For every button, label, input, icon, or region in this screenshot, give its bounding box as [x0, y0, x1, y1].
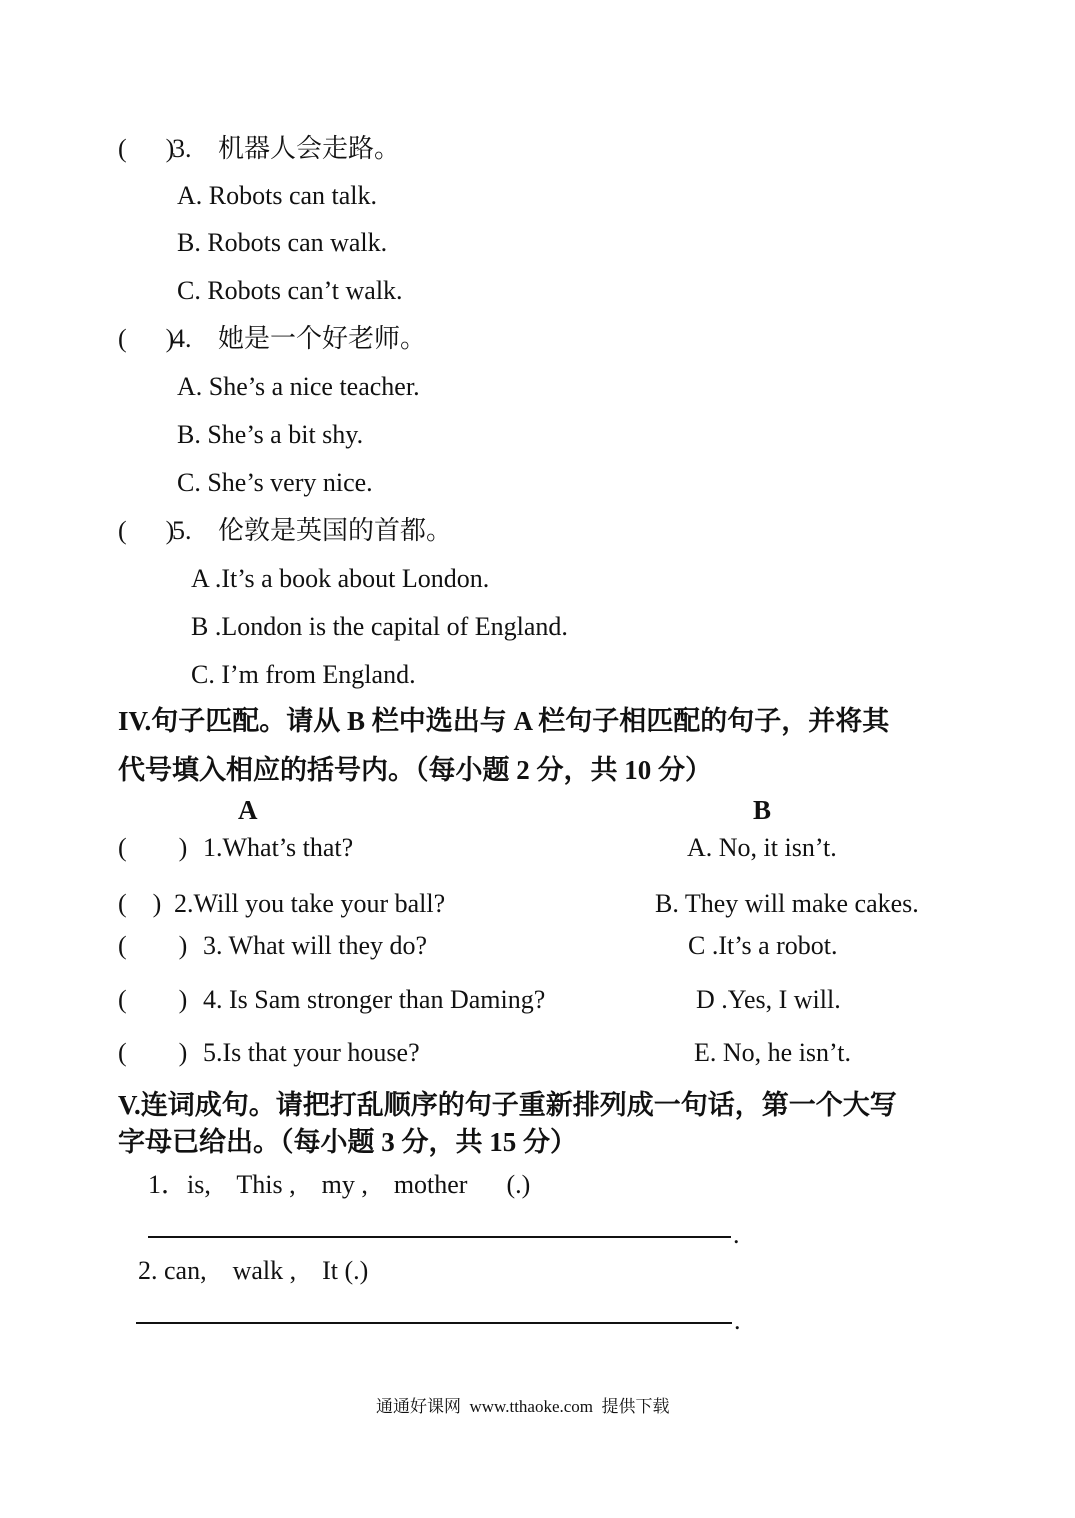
q3-option-b[interactable]: B. Robots can walk. [177, 228, 388, 257]
q4-paren[interactable]: ( ) [118, 324, 175, 353]
q3-prompt: 机器人会走路。 [218, 134, 401, 163]
q4-option-b[interactable]: B. She’s a bit shy. [177, 420, 364, 449]
section5-heading-line1: V.连词成句。请把打乱顺序的句子重新排列成一句话，第一个大写 [118, 1090, 897, 1120]
q3-paren[interactable]: ( ) [118, 134, 175, 163]
match-row-1-paren[interactable]: ( ) [118, 833, 188, 862]
section4-heading-line2: 代号填入相应的括号内。（每小题 2 分，共 10 分） [118, 755, 712, 785]
q4-prompt: 她是一个好老师。 [218, 324, 427, 353]
q4-option-a[interactable]: A. She’s a nice teacher. [177, 372, 420, 401]
match-row-3-paren[interactable]: ( ) [118, 931, 188, 960]
match-row-1-a: 1.What’s that? [203, 833, 354, 862]
match-row-5-b: E. No, he isn’t. [694, 1038, 851, 1067]
match-row-4-paren[interactable]: ( ) [118, 985, 188, 1014]
q3-option-c[interactable]: C. Robots can’t walk. [177, 276, 403, 305]
q5-option-b[interactable]: B .London is the capital of England. [191, 612, 568, 641]
match-row-1-b: A. No, it isn’t. [687, 833, 837, 862]
page-footer: 通通好课网 www.tthaoke.com 提供下载 [376, 1397, 670, 1416]
q5-paren[interactable]: ( ) [118, 516, 175, 545]
q5-option-c[interactable]: C. I’m from England. [191, 660, 416, 689]
reorder-item-1-words: 1．is, This , my , mother (.) [148, 1170, 531, 1199]
q3-number: 3. [172, 134, 192, 163]
section4-column-a-label: A [238, 795, 258, 825]
match-row-2-a: 2.Will you take your ball? [174, 889, 446, 918]
q5-prompt: 伦敦是英国的首都。 [218, 516, 453, 545]
q5-number: 5. [172, 516, 192, 545]
reorder-item-2-period: . [734, 1306, 741, 1335]
match-row-4-a: 4. Is Sam stronger than Daming? [203, 985, 546, 1014]
q3-option-a[interactable]: A. Robots can talk. [177, 181, 378, 210]
match-row-5-paren[interactable]: ( ) [118, 1038, 188, 1067]
match-row-2-b: B. They will make cakes. [655, 889, 919, 918]
section5-heading-line2: 字母已给出。（每小题 3 分，共 15 分） [118, 1127, 577, 1157]
match-row-3-a: 3. What will they do? [203, 931, 428, 960]
reorder-item-2-words: 2. can, walk , It (.) [138, 1256, 369, 1285]
q4-option-c[interactable]: C. She’s very nice. [177, 468, 373, 497]
match-row-3-b: C .It’s a robot. [688, 931, 838, 960]
match-row-4-b: D .Yes, I will. [696, 985, 841, 1014]
section4-heading-line1: IV.句子匹配。请从 B 栏中选出与 A 栏句子相匹配的句子，并将其 [118, 706, 890, 736]
reorder-item-2-answer-line[interactable] [136, 1322, 732, 1324]
match-row-5-a: 5.Is that your house? [203, 1038, 420, 1067]
q4-number: 4. [172, 324, 192, 353]
reorder-item-1-answer-line[interactable] [148, 1236, 731, 1238]
q5-option-a[interactable]: A .It’s a book about London. [191, 564, 490, 593]
section4-column-b-label: B [753, 795, 772, 825]
match-row-2-paren[interactable]: ( ) [118, 889, 162, 918]
reorder-item-1-period: . [733, 1220, 740, 1249]
